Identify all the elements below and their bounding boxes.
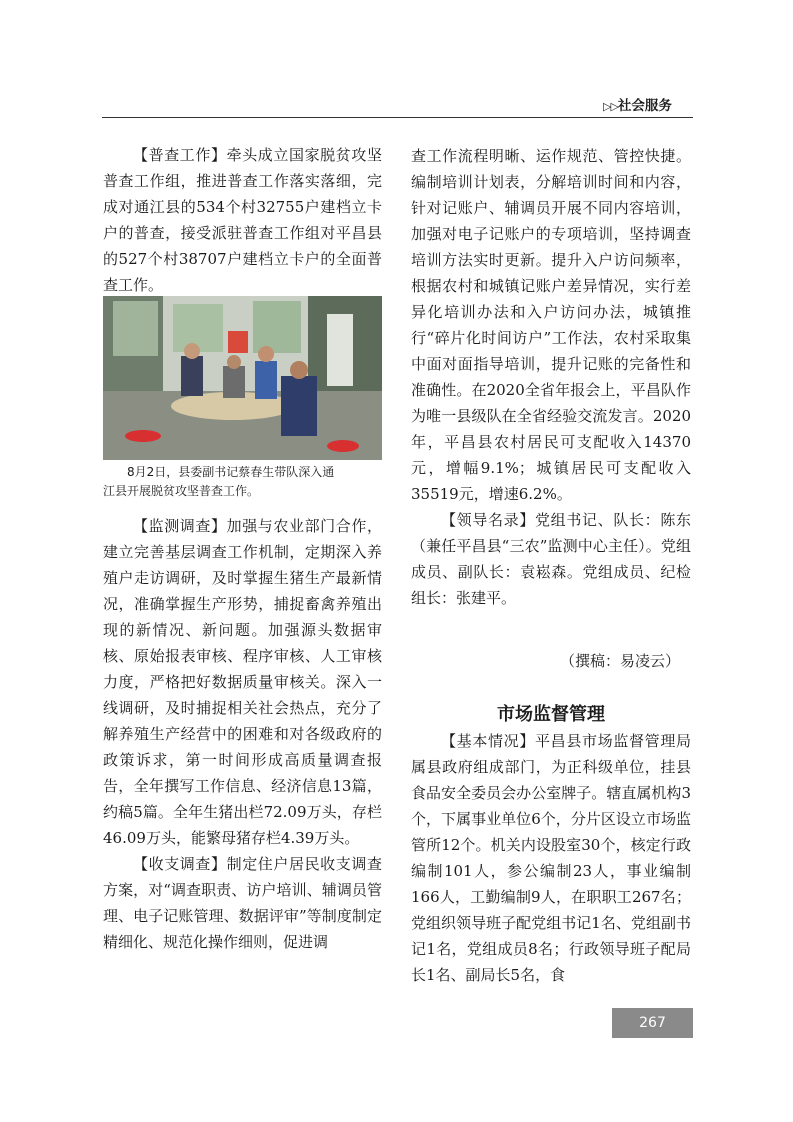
photo-illustration <box>103 296 382 460</box>
running-header <box>603 94 695 114</box>
text-monitoring: 加强与农业部门合作，建立完善基层调查工作机制，定期深入养殖户走访调研，及时掌握生猪生产最新情况，准确掌握生产形势，捕捉畜禽养殖出现的新情况、新问题。加强源头数据审核、原始报表审核、程序审核、人工审核力度，严格把好数据质量审核关。深入一线调研，及时捕捉相关社会热点，充分了解养殖生产经营中的困难和对各级政府的政策诉求，第一时间形成高质量调查报告，全年撰写工作信息、经济信息13篇，约稿5篇。全年生猪出栏72.09万头，存栏46.09万头，能繁母猪存栏4.39万头。 <box>103 517 382 847</box>
page-number: 267 <box>612 1008 693 1038</box>
text-leaders: 党组书记、队长：陈东（兼任平昌县“三农”监测中心主任）。党组成员、副队长：袁崧森。党组成员、纪检组长：张建平。 <box>411 511 691 607</box>
left-column-bottom <box>103 513 382 955</box>
text-census: 牵头成立国家脱贫攻坚普查工作组，推进普查工作落实落细，完成对通江县的534个村32755户建档立卡户的普查，接受派驻普查工作组对平昌县的527个村38707户建档立卡户的全面普查工作。 <box>103 146 382 294</box>
section-title: 市场监督管理 <box>497 704 605 725</box>
photo-census-visit <box>103 296 382 460</box>
header-section-name: 社会服务 <box>617 98 672 114</box>
text-income-survey: 制定住户居民收支调查方案，对“调查职责、访户培训、辅调员管理、电子记账管理、数据评审”等制度制定精细化、规范化操作细则，促进调 <box>103 855 382 951</box>
label-leaders: 【领导名录】 <box>441 511 535 529</box>
header-rule <box>102 117 693 118</box>
left-column-top <box>103 142 382 298</box>
label-basic-info: 【基本情况】 <box>441 732 535 750</box>
caption-line-2: 江县开展脱贫攻坚普查工作。 <box>103 484 260 498</box>
label-monitoring: 【监测调查】 <box>133 517 227 535</box>
paragraph-monitoring <box>103 513 382 851</box>
label-income-survey: 【收支调查】 <box>133 855 227 873</box>
caption-line-1: 8月2日，县委副书记蔡春生带队深入通 <box>127 465 335 479</box>
paragraph-income-survey-cont: 查工作流程明晰、运作规范、管控快捷。编制培训计划表，分解培训时间和内容，针对记账户、辅调员开展不同内容培训，加强对电子记账户的专项培训，坚持调查培训方法实时更新。提升入户访问频率，根据农村和城镇记账户差异情况，实行差异化培训办法和入户访问办法，城镇推行“碎片化时间访户”工作法，农村采取集中面对面指导培训，提升记账的完备性和准确性。在2020全省年报会上，平昌队作为唯一县级队在全省经验交流发言。2020年，平昌县农村居民可支配收入14370元，增幅9.1%；城镇居民可支配收入35519元，增速6.2%。 <box>411 147 691 503</box>
photo-caption <box>103 463 382 501</box>
right-column-bottom <box>411 728 691 988</box>
text-basic-info: 平昌县市场监督管理局属县政府组成部门，为正科级单位，挂县食品安全委员会办公室牌子。辖直属机构3个，下属事业单位6个，分片区设立市场监管所12个。机关内设股室30个，核定行政编制101人，参公编制23人，事业编制166人，工勤编制9人，在职职工267名；党组织领导班子配党组书记1名、党组副书记1名，党组成员8名；行政领导班子配局长1名、副局长5名，食 <box>411 732 691 984</box>
paragraph-basic-info <box>411 728 691 988</box>
right-column-top <box>411 143 691 611</box>
paragraph-census <box>103 142 382 298</box>
paragraph-income-survey <box>103 851 382 955</box>
label-census: 【普查工作】 <box>133 146 227 164</box>
paragraph-leaders <box>411 507 691 611</box>
author-credit: （撰稿：易凌云） <box>560 652 681 670</box>
double-triangle-icon: ▷▷ <box>603 100 618 113</box>
